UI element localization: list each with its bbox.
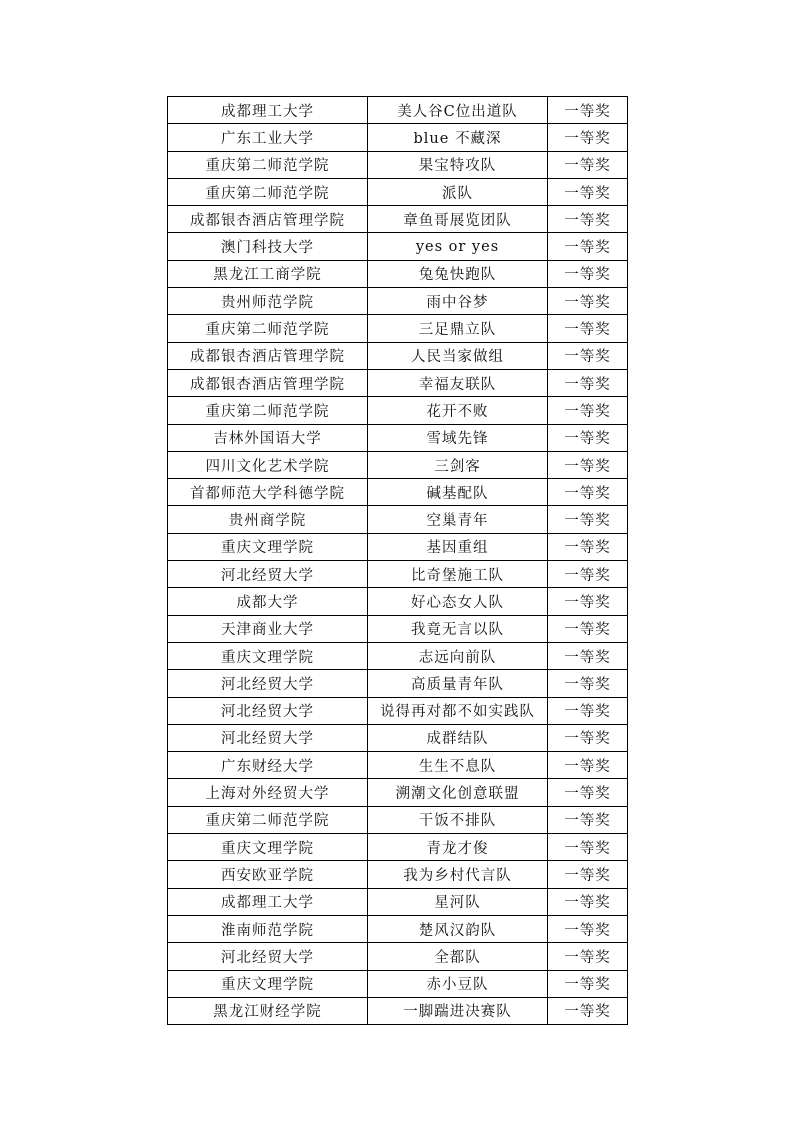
school-cell: 贵州师范学院 — [168, 288, 368, 315]
school-cell: 四川文化艺术学院 — [168, 451, 368, 478]
table-row — [168, 615, 628, 642]
school-cell: 河北经贸大学 — [168, 561, 368, 588]
school-cell: 成都银杏酒店管理学院 — [168, 342, 368, 369]
table-row — [168, 151, 628, 178]
team-cell: 比奇堡施工队 — [368, 561, 548, 588]
team-cell: 溯潮文化创意联盟 — [368, 779, 548, 806]
table-row — [168, 315, 628, 342]
school-cell: 上海对外经贸大学 — [168, 779, 368, 806]
school-cell: 广东财经大学 — [168, 752, 368, 779]
team-cell: 我为乡村代言队 — [368, 861, 548, 888]
award-cell: 一等奖 — [548, 397, 628, 424]
team-cell: 派队 — [368, 178, 548, 205]
award-cell: 一等奖 — [548, 533, 628, 560]
award-cell: 一等奖 — [548, 670, 628, 697]
table-row — [168, 288, 628, 315]
team-cell: 幸福友联队 — [368, 369, 548, 396]
school-cell: 澳门科技大学 — [168, 233, 368, 260]
school-cell: 河北经贸大学 — [168, 943, 368, 970]
table-row — [168, 533, 628, 560]
team-cell: blue 不藏深 — [368, 124, 548, 151]
table-row — [168, 206, 628, 233]
award-cell: 一等奖 — [548, 615, 628, 642]
table-row — [168, 397, 628, 424]
award-cell: 一等奖 — [548, 861, 628, 888]
team-cell: 赤小豆队 — [368, 970, 548, 997]
award-cell: 一等奖 — [548, 834, 628, 861]
school-cell: 黑龙江财经学院 — [168, 997, 368, 1024]
table-row — [168, 642, 628, 669]
school-cell: 广东工业大学 — [168, 124, 368, 151]
table-row — [168, 861, 628, 888]
team-cell: 楚风汉韵队 — [368, 915, 548, 942]
table-row — [168, 724, 628, 751]
team-cell: 人民当家做组 — [368, 342, 548, 369]
award-cell: 一等奖 — [548, 642, 628, 669]
table-row — [168, 260, 628, 287]
school-cell: 成都理工大学 — [168, 97, 368, 124]
school-cell: 天津商业大学 — [168, 615, 368, 642]
school-cell: 贵州商学院 — [168, 506, 368, 533]
award-cell: 一等奖 — [548, 97, 628, 124]
award-cell: 一等奖 — [548, 724, 628, 751]
table-row — [168, 915, 628, 942]
school-cell: 成都银杏酒店管理学院 — [168, 206, 368, 233]
school-cell: 黑龙江工商学院 — [168, 260, 368, 287]
team-cell: 兔兔快跑队 — [368, 260, 548, 287]
table-row — [168, 233, 628, 260]
team-cell: 果宝特攻队 — [368, 151, 548, 178]
team-cell: 我竟无言以队 — [368, 615, 548, 642]
school-cell: 成都大学 — [168, 588, 368, 615]
team-cell: 青龙才俊 — [368, 834, 548, 861]
award-cell: 一等奖 — [548, 479, 628, 506]
award-cell: 一等奖 — [548, 779, 628, 806]
table-row — [168, 97, 628, 124]
award-cell: 一等奖 — [548, 943, 628, 970]
school-cell: 重庆文理学院 — [168, 970, 368, 997]
award-cell: 一等奖 — [548, 697, 628, 724]
table-row — [168, 806, 628, 833]
table-row — [168, 997, 628, 1024]
school-cell: 重庆第二师范学院 — [168, 178, 368, 205]
table-row — [168, 178, 628, 205]
award-cell: 一等奖 — [548, 506, 628, 533]
team-cell: 三剑客 — [368, 451, 548, 478]
table-row — [168, 588, 628, 615]
team-cell: 空巢青年 — [368, 506, 548, 533]
table-row — [168, 779, 628, 806]
school-cell: 西安欧亚学院 — [168, 861, 368, 888]
table-row — [168, 124, 628, 151]
school-cell: 重庆第二师范学院 — [168, 315, 368, 342]
award-cell: 一等奖 — [548, 588, 628, 615]
table-row — [168, 834, 628, 861]
school-cell: 重庆第二师范学院 — [168, 806, 368, 833]
team-cell: 碱基配队 — [368, 479, 548, 506]
school-cell: 成都理工大学 — [168, 888, 368, 915]
table-row — [168, 479, 628, 506]
school-cell: 吉林外国语大学 — [168, 424, 368, 451]
award-cell: 一等奖 — [548, 288, 628, 315]
award-cell: 一等奖 — [548, 206, 628, 233]
table-row — [168, 697, 628, 724]
team-cell: 星河队 — [368, 888, 548, 915]
award-cell: 一等奖 — [548, 970, 628, 997]
team-cell: 美人谷C位出道队 — [368, 97, 548, 124]
award-cell: 一等奖 — [548, 151, 628, 178]
table-row — [168, 342, 628, 369]
award-cell: 一等奖 — [548, 178, 628, 205]
school-cell: 重庆第二师范学院 — [168, 397, 368, 424]
school-cell: 重庆文理学院 — [168, 533, 368, 560]
award-cell: 一等奖 — [548, 752, 628, 779]
school-cell: 成都银杏酒店管理学院 — [168, 369, 368, 396]
award-cell: 一等奖 — [548, 424, 628, 451]
team-cell: 成群结队 — [368, 724, 548, 751]
school-cell: 重庆文理学院 — [168, 642, 368, 669]
award-cell: 一等奖 — [548, 997, 628, 1024]
table-row — [168, 970, 628, 997]
team-cell: 生生不息队 — [368, 752, 548, 779]
award-cell: 一等奖 — [548, 369, 628, 396]
team-cell: 三足鼎立队 — [368, 315, 548, 342]
team-cell: yes or yes — [368, 233, 548, 260]
award-cell: 一等奖 — [548, 915, 628, 942]
table-row — [168, 561, 628, 588]
team-cell: 全都队 — [368, 943, 548, 970]
team-cell: 高质量青年队 — [368, 670, 548, 697]
awards-table-body — [168, 97, 628, 1025]
table-row — [168, 424, 628, 451]
table-row — [168, 943, 628, 970]
team-cell: 志远向前队 — [368, 642, 548, 669]
award-cell: 一等奖 — [548, 233, 628, 260]
award-cell: 一等奖 — [548, 124, 628, 151]
school-cell: 重庆文理学院 — [168, 834, 368, 861]
team-cell: 雪域先锋 — [368, 424, 548, 451]
table-row — [168, 369, 628, 396]
award-cell: 一等奖 — [548, 260, 628, 287]
awards-table — [167, 96, 628, 1025]
school-cell: 首都师范大学科德学院 — [168, 479, 368, 506]
school-cell: 河北经贸大学 — [168, 670, 368, 697]
team-cell: 雨中谷梦 — [368, 288, 548, 315]
school-cell: 河北经贸大学 — [168, 724, 368, 751]
team-cell: 花开不败 — [368, 397, 548, 424]
team-cell: 一脚踹进决赛队 — [368, 997, 548, 1024]
table-row — [168, 451, 628, 478]
award-cell: 一等奖 — [548, 315, 628, 342]
award-cell: 一等奖 — [548, 561, 628, 588]
school-cell: 淮南师范学院 — [168, 915, 368, 942]
award-cell: 一等奖 — [548, 888, 628, 915]
team-cell: 章鱼哥展览团队 — [368, 206, 548, 233]
table-row — [168, 670, 628, 697]
team-cell: 好心态女人队 — [368, 588, 548, 615]
award-cell: 一等奖 — [548, 342, 628, 369]
school-cell: 河北经贸大学 — [168, 697, 368, 724]
award-cell: 一等奖 — [548, 451, 628, 478]
team-cell: 基因重组 — [368, 533, 548, 560]
table-row — [168, 888, 628, 915]
table-row — [168, 752, 628, 779]
award-cell: 一等奖 — [548, 806, 628, 833]
team-cell: 说得再对都不如实践队 — [368, 697, 548, 724]
team-cell: 干饭不排队 — [368, 806, 548, 833]
school-cell: 重庆第二师范学院 — [168, 151, 368, 178]
table-row — [168, 506, 628, 533]
